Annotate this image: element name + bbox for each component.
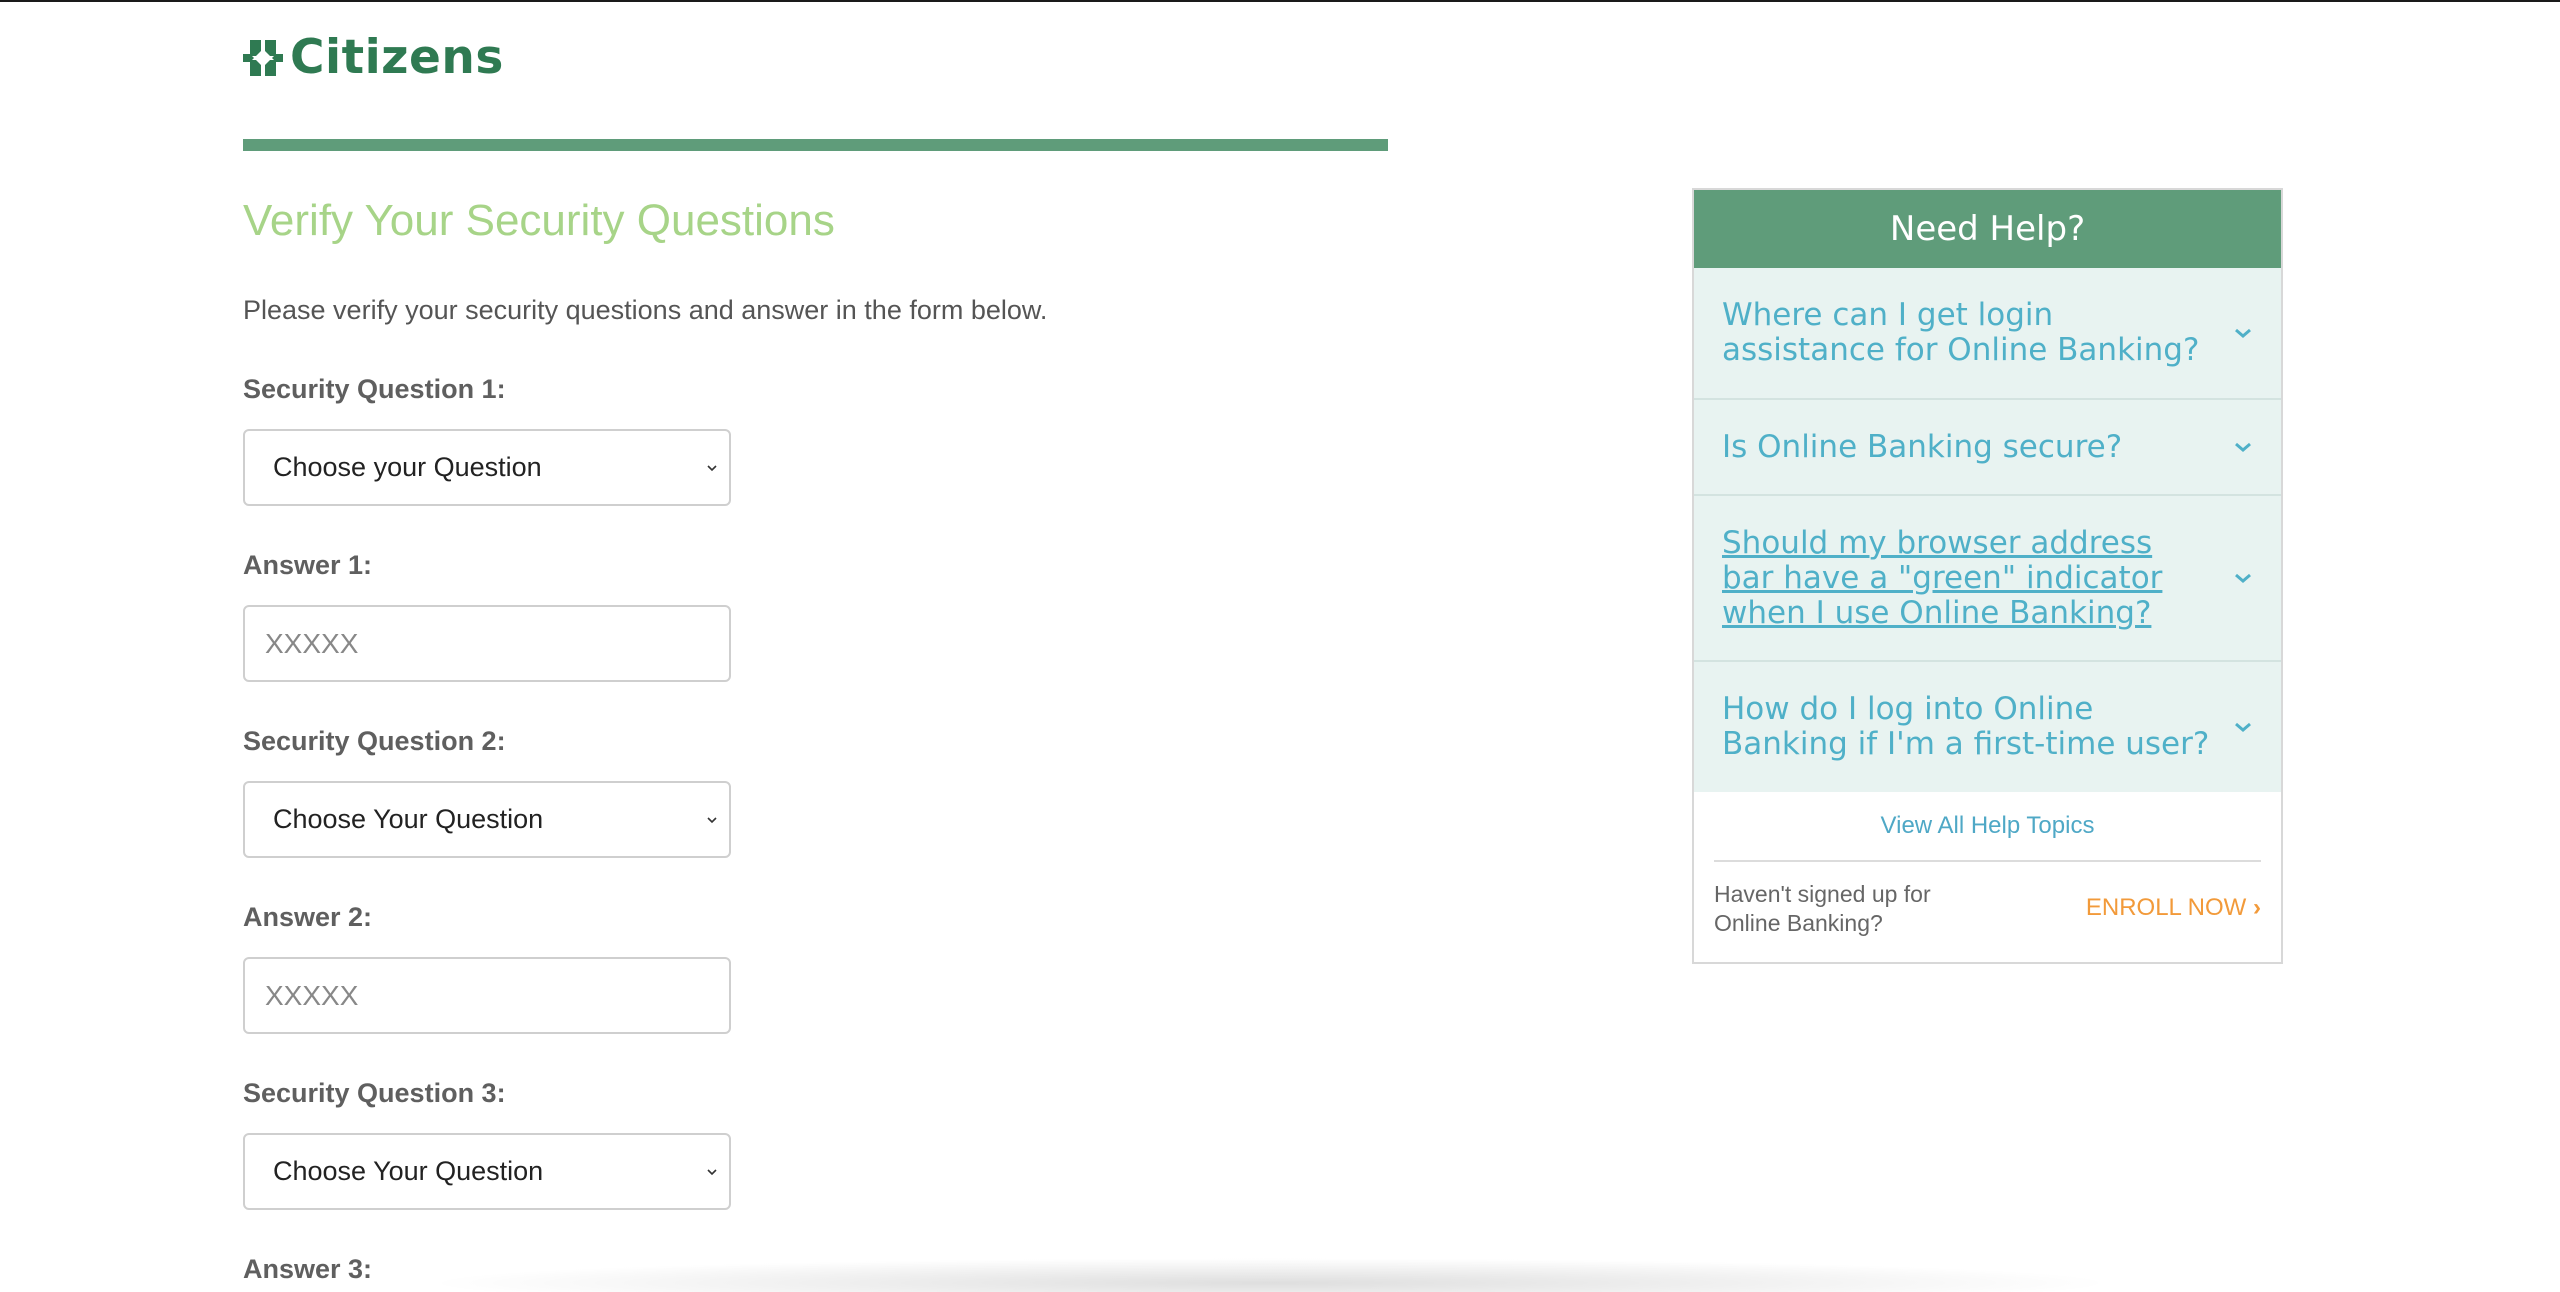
security-question-1-value: Choose your Question xyxy=(273,452,542,482)
faq-item-first-time-user[interactable] xyxy=(1694,662,2281,792)
help-divider xyxy=(1714,860,2261,862)
chevron-down-icon xyxy=(705,813,719,827)
security-question-2-select[interactable] xyxy=(243,781,731,858)
enroll-now-link[interactable] xyxy=(2086,894,2261,922)
faq-question: Is Online Banking secure? xyxy=(1722,428,2123,465)
chevron-down-icon xyxy=(705,1165,719,1179)
help-panel-title: Need Help? xyxy=(1694,190,2281,268)
faq-item-login-assistance[interactable] xyxy=(1694,268,2281,400)
top-border xyxy=(0,0,2560,2)
security-question-1-select[interactable] xyxy=(243,429,731,506)
security-question-1-label: Security Question 1: xyxy=(243,374,506,404)
enroll-now-label: ENROLL NOW xyxy=(2085,894,2247,921)
bottom-shadow xyxy=(420,1258,2120,1292)
answer-2-input[interactable] xyxy=(243,957,731,1034)
chevron-down-icon xyxy=(2233,440,2253,454)
faq-item-security[interactable] xyxy=(1694,400,2281,496)
chevron-right-icon: › xyxy=(2253,894,2261,921)
security-question-3-select[interactable] xyxy=(243,1133,731,1210)
view-all-help-topics-link[interactable]: View All Help Topics xyxy=(1880,812,2095,839)
faq-question: How do I log into Online Banking if I'm a first-time user? xyxy=(1722,691,2210,762)
security-question-2-value: Choose Your Question xyxy=(273,804,544,834)
chevron-down-icon xyxy=(2233,571,2253,585)
answer-2-label: Answer 2: xyxy=(243,902,373,932)
header-accent-bar xyxy=(243,139,1388,151)
security-question-3-label: Security Question 3: xyxy=(243,1078,506,1108)
security-question-2-label: Security Question 2: xyxy=(243,726,506,756)
faq-question: Where can I get login assistance for Online Banking? xyxy=(1722,297,2200,368)
answer-1-input[interactable] xyxy=(243,605,731,682)
enroll-question: Haven't signed up for Online Banking? xyxy=(1714,881,1931,936)
citizens-logo-icon xyxy=(242,37,284,79)
chevron-down-icon xyxy=(2233,326,2253,340)
help-panel xyxy=(1692,188,2283,964)
citizens-logo[interactable] xyxy=(242,30,504,85)
chevron-down-icon xyxy=(705,461,719,475)
faq-item-green-indicator[interactable] xyxy=(1694,496,2281,662)
page-title: Verify Your Security Questions xyxy=(243,196,835,245)
chevron-down-icon xyxy=(2233,720,2253,734)
intro-text: Please verify your security questions and answer in the form below. xyxy=(243,295,1048,325)
enroll-row xyxy=(1714,880,2261,940)
brand-name: Citizens xyxy=(290,30,504,85)
answer-3-label: Answer 3: xyxy=(243,1254,373,1284)
answer-1-label: Answer 1: xyxy=(243,550,373,580)
security-question-3-value: Choose Your Question xyxy=(273,1156,544,1186)
faq-question: Should my browser address bar have a "green" indicator when I use Online Banking? xyxy=(1722,524,2163,631)
